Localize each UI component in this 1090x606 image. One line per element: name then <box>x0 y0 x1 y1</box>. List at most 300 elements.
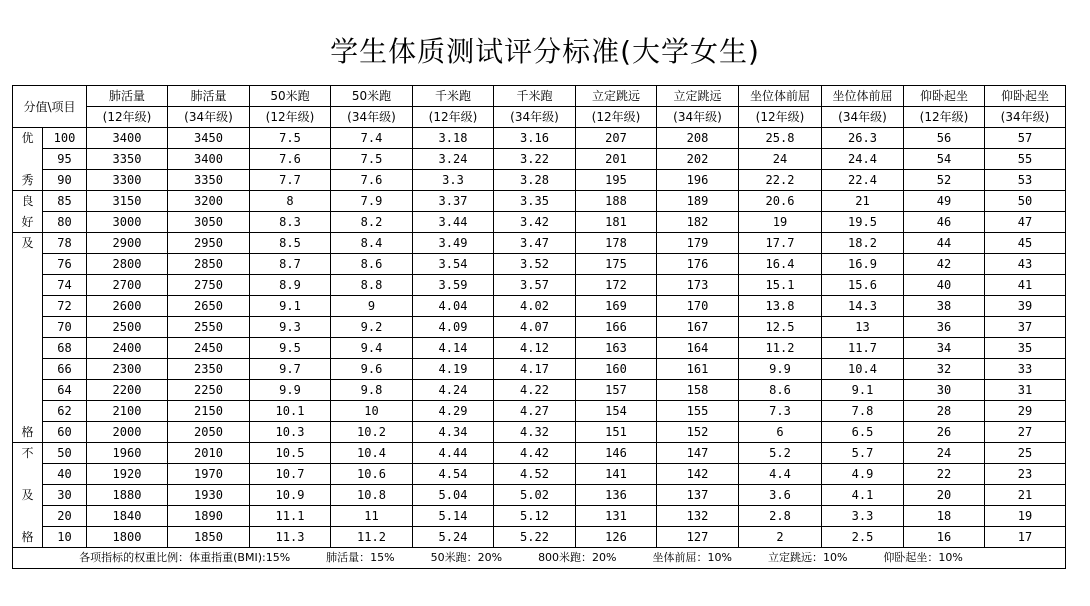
value-cell: 3.59 <box>413 275 494 296</box>
grade-char: 不 <box>21 446 34 460</box>
weights-footer <box>13 548 1066 569</box>
value-cell: 208 <box>657 128 739 149</box>
value-cell: 26.3 <box>822 128 904 149</box>
value-cell: 2500 <box>87 317 168 338</box>
value-cell: 30 <box>904 380 985 401</box>
value-cell: 1880 <box>87 485 168 506</box>
value-cell: 3.47 <box>494 233 576 254</box>
score-cell: 72 <box>43 296 87 317</box>
value-cell: 43 <box>985 254 1066 275</box>
value-cell: 176 <box>657 254 739 275</box>
value-cell: 158 <box>657 380 739 401</box>
value-cell: 23 <box>985 464 1066 485</box>
value-cell: 8.5 <box>250 233 331 254</box>
value-cell: 4.1 <box>822 485 904 506</box>
value-cell: 3.28 <box>494 170 576 191</box>
value-cell: 46 <box>904 212 985 233</box>
value-cell: 147 <box>657 443 739 464</box>
value-cell: 179 <box>657 233 739 254</box>
value-cell: 22.2 <box>739 170 822 191</box>
value-cell: 4.27 <box>494 401 576 422</box>
value-cell: 196 <box>657 170 739 191</box>
value-cell: 2700 <box>87 275 168 296</box>
header-item-grade: (12年级) <box>250 107 331 128</box>
value-cell: 10 <box>331 401 413 422</box>
value-cell: 7.5 <box>250 128 331 149</box>
header-item-name: 仰卧起坐 <box>985 86 1066 107</box>
value-cell: 7.4 <box>331 128 413 149</box>
value-cell: 4.4 <box>739 464 822 485</box>
value-cell: 13.8 <box>739 296 822 317</box>
value-cell: 4.09 <box>413 317 494 338</box>
score-cell: 80 <box>43 212 87 233</box>
value-cell: 35 <box>985 338 1066 359</box>
value-cell: 11 <box>331 506 413 527</box>
value-cell: 8.3 <box>250 212 331 233</box>
value-cell: 9.7 <box>250 359 331 380</box>
value-cell: 3.42 <box>494 212 576 233</box>
grade-char: 格 <box>21 425 34 439</box>
value-cell: 26 <box>904 422 985 443</box>
grade-char: 良 <box>21 194 34 208</box>
value-cell: 9.4 <box>331 338 413 359</box>
value-cell: 42 <box>904 254 985 275</box>
table-row <box>13 359 1066 380</box>
table-row <box>13 170 1066 191</box>
value-cell: 127 <box>657 527 739 548</box>
value-cell: 142 <box>657 464 739 485</box>
table-row <box>13 401 1066 422</box>
value-cell: 182 <box>657 212 739 233</box>
value-cell: 10.6 <box>331 464 413 485</box>
value-cell: 2150 <box>168 401 250 422</box>
value-cell: 41 <box>985 275 1066 296</box>
value-cell: 9.9 <box>250 380 331 401</box>
value-cell: 195 <box>576 170 657 191</box>
table-row <box>13 149 1066 170</box>
value-cell: 3.22 <box>494 149 576 170</box>
value-cell: 9.6 <box>331 359 413 380</box>
header-row-grades <box>13 107 1066 128</box>
value-cell: 2400 <box>87 338 168 359</box>
value-cell: 56 <box>904 128 985 149</box>
value-cell: 3150 <box>87 191 168 212</box>
value-cell: 157 <box>576 380 657 401</box>
value-cell: 2200 <box>87 380 168 401</box>
score-cell: 68 <box>43 338 87 359</box>
value-cell: 9 <box>331 296 413 317</box>
value-cell: 5.04 <box>413 485 494 506</box>
value-cell: 22 <box>904 464 985 485</box>
value-cell: 10.1 <box>250 401 331 422</box>
grade-char: 及 <box>21 488 34 502</box>
header-corner: 分值\项目 <box>13 86 87 128</box>
header-item-name: 立定跳远 <box>576 86 657 107</box>
value-cell: 2250 <box>168 380 250 401</box>
value-cell: 11.3 <box>250 527 331 548</box>
value-cell: 10.7 <box>250 464 331 485</box>
value-cell: 27 <box>985 422 1066 443</box>
table-row <box>13 212 1066 233</box>
grade-group-cell <box>13 233 43 443</box>
value-cell: 19.5 <box>822 212 904 233</box>
table-row <box>13 317 1066 338</box>
value-cell: 3.3 <box>413 170 494 191</box>
value-cell: 5.02 <box>494 485 576 506</box>
header-row-names <box>13 86 1066 107</box>
score-cell: 74 <box>43 275 87 296</box>
value-cell: 164 <box>657 338 739 359</box>
value-cell: 10.9 <box>250 485 331 506</box>
value-cell: 39 <box>985 296 1066 317</box>
value-cell: 10.4 <box>331 443 413 464</box>
value-cell: 4.52 <box>494 464 576 485</box>
value-cell: 2.5 <box>822 527 904 548</box>
score-cell: 66 <box>43 359 87 380</box>
value-cell: 18 <box>904 506 985 527</box>
value-cell: 16 <box>904 527 985 548</box>
header-item-name: 肺活量 <box>87 86 168 107</box>
value-cell: 7.5 <box>331 149 413 170</box>
value-cell: 13 <box>822 317 904 338</box>
value-cell: 4.12 <box>494 338 576 359</box>
value-cell: 5.7 <box>822 443 904 464</box>
value-cell: 2300 <box>87 359 168 380</box>
value-cell: 1840 <box>87 506 168 527</box>
value-cell: 1970 <box>168 464 250 485</box>
value-cell: 8.6 <box>331 254 413 275</box>
value-cell: 11.2 <box>739 338 822 359</box>
value-cell: 20.6 <box>739 191 822 212</box>
value-cell: 201 <box>576 149 657 170</box>
score-cell: 30 <box>43 485 87 506</box>
value-cell: 4.02 <box>494 296 576 317</box>
value-cell: 170 <box>657 296 739 317</box>
value-cell: 8 <box>250 191 331 212</box>
value-cell: 45 <box>985 233 1066 254</box>
score-cell: 70 <box>43 317 87 338</box>
value-cell: 5.22 <box>494 527 576 548</box>
value-cell: 4.54 <box>413 464 494 485</box>
value-cell: 6.5 <box>822 422 904 443</box>
value-cell: 2600 <box>87 296 168 317</box>
weight-note: 各项指标的权重比例：体重指重(BMI):15% <box>79 551 291 564</box>
value-cell: 5.12 <box>494 506 576 527</box>
value-cell: 1890 <box>168 506 250 527</box>
grade-group-label <box>13 233 42 442</box>
value-cell: 15.6 <box>822 275 904 296</box>
value-cell: 24.4 <box>822 149 904 170</box>
value-cell: 9.8 <box>331 380 413 401</box>
score-cell: 64 <box>43 380 87 401</box>
value-cell: 9.1 <box>250 296 331 317</box>
value-cell: 1850 <box>168 527 250 548</box>
value-cell: 3.3 <box>822 506 904 527</box>
grade-group-cell <box>13 191 43 233</box>
score-cell: 100 <box>43 128 87 149</box>
value-cell: 7.8 <box>822 401 904 422</box>
value-cell: 53 <box>985 170 1066 191</box>
value-cell: 4.19 <box>413 359 494 380</box>
value-cell: 169 <box>576 296 657 317</box>
table-row <box>13 380 1066 401</box>
value-cell: 12.5 <box>739 317 822 338</box>
value-cell: 16.4 <box>739 254 822 275</box>
score-cell: 76 <box>43 254 87 275</box>
header-item-name: 50米跑 <box>331 86 413 107</box>
value-cell: 4.07 <box>494 317 576 338</box>
value-cell: 10.4 <box>822 359 904 380</box>
value-cell: 40 <box>904 275 985 296</box>
header-item-grade: (12年级) <box>739 107 822 128</box>
value-cell: 10.2 <box>331 422 413 443</box>
value-cell: 21 <box>822 191 904 212</box>
header-item-name: 仰卧起坐 <box>904 86 985 107</box>
value-cell: 2750 <box>168 275 250 296</box>
score-cell: 10 <box>43 527 87 548</box>
value-cell: 36 <box>904 317 985 338</box>
value-cell: 2550 <box>168 317 250 338</box>
value-cell: 163 <box>576 338 657 359</box>
grade-char: 优 <box>21 131 34 145</box>
value-cell: 3350 <box>87 149 168 170</box>
value-cell: 7.6 <box>331 170 413 191</box>
header-item-grade: (34年级) <box>985 107 1066 128</box>
value-cell: 2350 <box>168 359 250 380</box>
value-cell: 29 <box>985 401 1066 422</box>
value-cell: 57 <box>985 128 1066 149</box>
value-cell: 15.1 <box>739 275 822 296</box>
value-cell: 33 <box>985 359 1066 380</box>
table-row <box>13 275 1066 296</box>
value-cell: 2 <box>739 527 822 548</box>
value-cell: 3.37 <box>413 191 494 212</box>
header-item-name: 肺活量 <box>168 86 250 107</box>
weights-footer-row <box>13 548 1066 569</box>
score-cell: 78 <box>43 233 87 254</box>
value-cell: 2800 <box>87 254 168 275</box>
grade-char: 格 <box>21 530 34 544</box>
table-row <box>13 506 1066 527</box>
value-cell: 9.3 <box>250 317 331 338</box>
value-cell: 4.9 <box>822 464 904 485</box>
value-cell: 207 <box>576 128 657 149</box>
value-cell: 137 <box>657 485 739 506</box>
value-cell: 11.1 <box>250 506 331 527</box>
value-cell: 3.18 <box>413 128 494 149</box>
value-cell: 28 <box>904 401 985 422</box>
value-cell: 3300 <box>87 170 168 191</box>
value-cell: 3.6 <box>739 485 822 506</box>
table-row <box>13 422 1066 443</box>
header-item-grade: (34年级) <box>331 107 413 128</box>
value-cell: 25.8 <box>739 128 822 149</box>
value-cell: 202 <box>657 149 739 170</box>
value-cell: 7.9 <box>331 191 413 212</box>
value-cell: 167 <box>657 317 739 338</box>
value-cell: 6 <box>739 422 822 443</box>
table-row <box>13 254 1066 275</box>
value-cell: 1920 <box>87 464 168 485</box>
header-item-name: 千米跑 <box>494 86 576 107</box>
table-row <box>13 485 1066 506</box>
value-cell: 8.9 <box>250 275 331 296</box>
value-cell: 2010 <box>168 443 250 464</box>
value-cell: 47 <box>985 212 1066 233</box>
value-cell: 10.5 <box>250 443 331 464</box>
value-cell: 160 <box>576 359 657 380</box>
value-cell: 17.7 <box>739 233 822 254</box>
header-item-grade: (12年级) <box>576 107 657 128</box>
value-cell: 3.24 <box>413 149 494 170</box>
value-cell: 2050 <box>168 422 250 443</box>
value-cell: 9.1 <box>822 380 904 401</box>
grade-group-label <box>13 443 42 547</box>
grade-char: 好 <box>21 215 34 229</box>
value-cell: 5.2 <box>739 443 822 464</box>
value-cell: 38 <box>904 296 985 317</box>
value-cell: 3.35 <box>494 191 576 212</box>
grade-group-label <box>13 191 42 232</box>
header-item-grade: (12年级) <box>904 107 985 128</box>
weight-note: 立定跳远：10% <box>767 551 848 564</box>
value-cell: 3000 <box>87 212 168 233</box>
value-cell: 10.3 <box>250 422 331 443</box>
value-cell: 4.04 <box>413 296 494 317</box>
score-cell: 20 <box>43 506 87 527</box>
value-cell: 161 <box>657 359 739 380</box>
table-row <box>13 128 1066 149</box>
value-cell: 8.8 <box>331 275 413 296</box>
value-cell: 8.4 <box>331 233 413 254</box>
value-cell: 31 <box>985 380 1066 401</box>
header-item-grade: (34年级) <box>494 107 576 128</box>
grade-char: 及 <box>21 236 34 250</box>
value-cell: 3050 <box>168 212 250 233</box>
value-cell: 4.34 <box>413 422 494 443</box>
value-cell: 4.32 <box>494 422 576 443</box>
value-cell: 152 <box>657 422 739 443</box>
table-row <box>13 233 1066 254</box>
value-cell: 2100 <box>87 401 168 422</box>
header-item-grade: (34年级) <box>657 107 739 128</box>
value-cell: 189 <box>657 191 739 212</box>
weight-note: 坐体前屈：10% <box>652 551 732 564</box>
value-cell: 9.9 <box>739 359 822 380</box>
value-cell: 4.17 <box>494 359 576 380</box>
value-cell: 4.29 <box>413 401 494 422</box>
header-item-grade: (34年级) <box>168 107 250 128</box>
value-cell: 3200 <box>168 191 250 212</box>
value-cell: 54 <box>904 149 985 170</box>
value-cell: 55 <box>985 149 1066 170</box>
value-cell: 49 <box>904 191 985 212</box>
value-cell: 11.2 <box>331 527 413 548</box>
value-cell: 173 <box>657 275 739 296</box>
table-row <box>13 338 1066 359</box>
header-item-grade: (34年级) <box>822 107 904 128</box>
value-cell: 166 <box>576 317 657 338</box>
value-cell: 4.14 <box>413 338 494 359</box>
value-cell: 1800 <box>87 527 168 548</box>
value-cell: 7.7 <box>250 170 331 191</box>
table-row <box>13 443 1066 464</box>
value-cell: 44 <box>904 233 985 254</box>
value-cell: 4.22 <box>494 380 576 401</box>
value-cell: 8.2 <box>331 212 413 233</box>
header-item-grade: (12年级) <box>87 107 168 128</box>
value-cell: 34 <box>904 338 985 359</box>
value-cell: 3350 <box>168 170 250 191</box>
score-cell: 95 <box>43 149 87 170</box>
score-cell: 90 <box>43 170 87 191</box>
value-cell: 8.6 <box>739 380 822 401</box>
value-cell: 9.5 <box>250 338 331 359</box>
value-cell: 52 <box>904 170 985 191</box>
grade-char: 秀 <box>21 173 34 187</box>
value-cell: 1930 <box>168 485 250 506</box>
weight-note: 50米跑：20% <box>430 551 503 564</box>
value-cell: 16.9 <box>822 254 904 275</box>
value-cell: 175 <box>576 254 657 275</box>
value-cell: 3.44 <box>413 212 494 233</box>
value-cell: 3400 <box>168 149 250 170</box>
value-cell: 2000 <box>87 422 168 443</box>
score-cell: 85 <box>43 191 87 212</box>
value-cell: 50 <box>985 191 1066 212</box>
value-cell: 37 <box>985 317 1066 338</box>
value-cell: 181 <box>576 212 657 233</box>
value-cell: 3.54 <box>413 254 494 275</box>
value-cell: 172 <box>576 275 657 296</box>
value-cell: 136 <box>576 485 657 506</box>
value-cell: 178 <box>576 233 657 254</box>
weight-note: 800米跑：20% <box>538 551 617 564</box>
value-cell: 22.4 <box>822 170 904 191</box>
value-cell: 4.44 <box>413 443 494 464</box>
value-cell: 18.2 <box>822 233 904 254</box>
value-cell: 3.57 <box>494 275 576 296</box>
value-cell: 146 <box>576 443 657 464</box>
value-cell: 10.8 <box>331 485 413 506</box>
weight-note: 仰卧起坐：10% <box>883 551 963 564</box>
value-cell: 8.7 <box>250 254 331 275</box>
value-cell: 131 <box>576 506 657 527</box>
value-cell: 21 <box>985 485 1066 506</box>
value-cell: 155 <box>657 401 739 422</box>
standards-table <box>12 85 1066 569</box>
table-row <box>13 296 1066 317</box>
value-cell: 25 <box>985 443 1066 464</box>
value-cell: 141 <box>576 464 657 485</box>
value-cell: 24 <box>904 443 985 464</box>
value-cell: 17 <box>985 527 1066 548</box>
value-cell: 126 <box>576 527 657 548</box>
value-cell: 132 <box>657 506 739 527</box>
value-cell: 3.52 <box>494 254 576 275</box>
value-cell: 19 <box>985 506 1066 527</box>
value-cell: 3.49 <box>413 233 494 254</box>
header-item-name: 立定跳远 <box>657 86 739 107</box>
value-cell: 20 <box>904 485 985 506</box>
value-cell: 7.3 <box>739 401 822 422</box>
value-cell: 154 <box>576 401 657 422</box>
header-item-name: 50米跑 <box>250 86 331 107</box>
value-cell: 4.42 <box>494 443 576 464</box>
value-cell: 3.16 <box>494 128 576 149</box>
value-cell: 188 <box>576 191 657 212</box>
score-cell: 40 <box>43 464 87 485</box>
